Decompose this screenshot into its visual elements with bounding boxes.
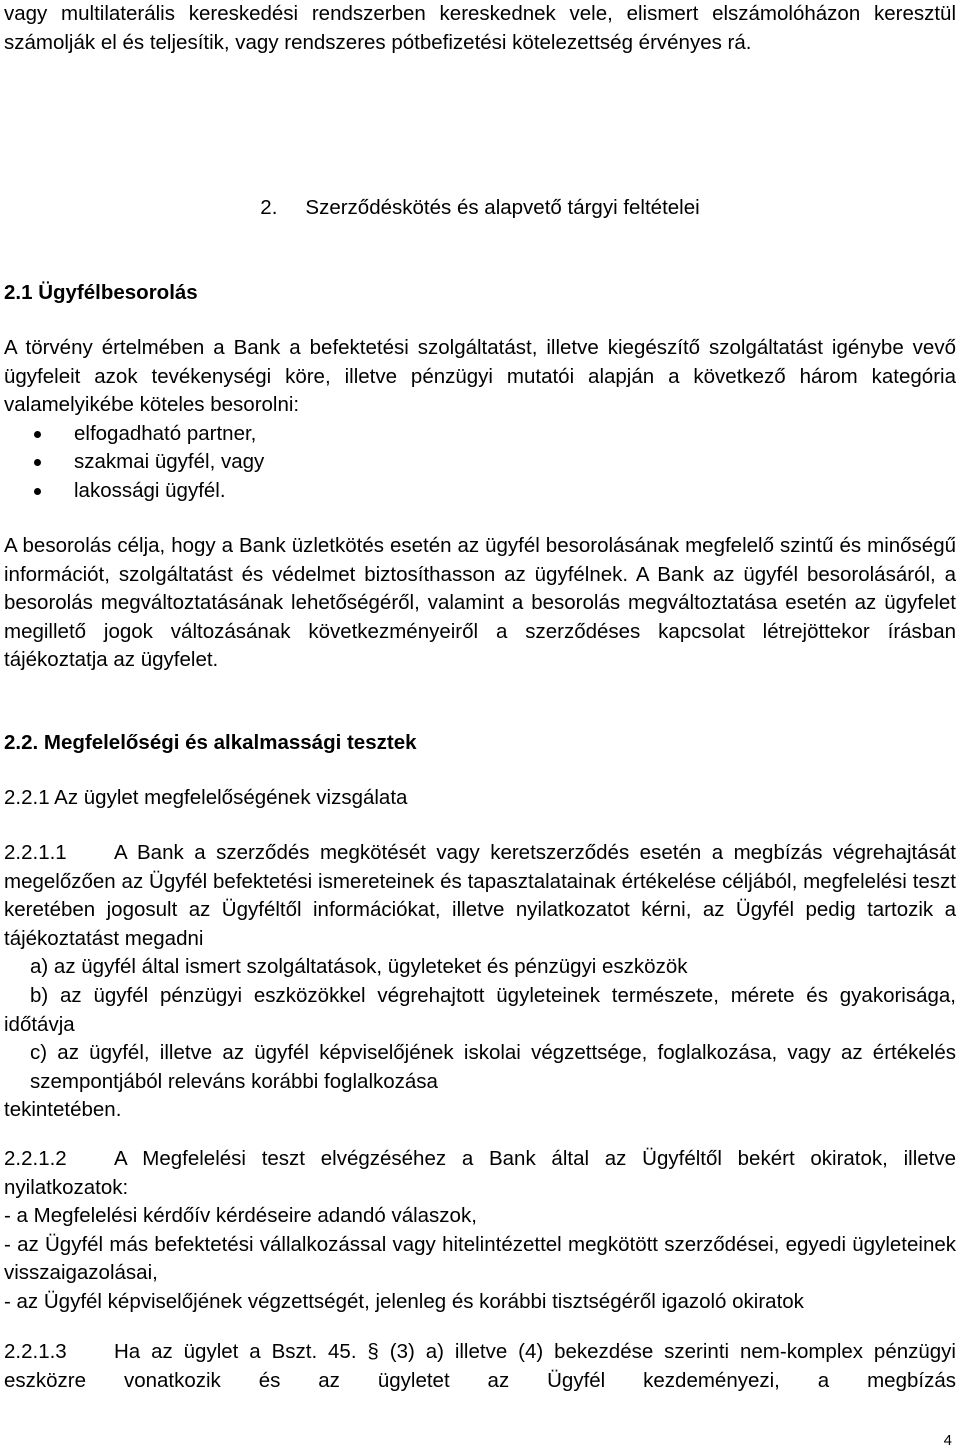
item-closing: tekintetében. — [4, 1098, 122, 1122]
list-item: szakmai ügyfél, vagy — [4, 448, 956, 477]
bullet-icon — [34, 488, 41, 495]
item-2-2-1-1 — [4, 839, 956, 1125]
item-number: 2.2.1.1 — [4, 841, 67, 864]
item-text: A Megfelelési teszt elvégzéséhez a Bank által az Ügyféltől bekért okiratok, illetve nyilatkozatok: — [4, 1147, 956, 1199]
item-2-2-1-2 — [4, 1145, 956, 1317]
section-2-title: Szerződéskötés és alapvető tárgyi feltételei — [305, 196, 700, 219]
list-item: lakossági ügyfél. — [4, 477, 956, 506]
section-2-1-body — [4, 334, 956, 506]
classification-list — [4, 420, 956, 506]
section-2-1-heading: 2.1 Ügyfélbesorolás — [4, 281, 198, 304]
section-2-number: 2. — [260, 196, 278, 219]
section-2-2-heading: 2.2. Megfelelőségi és alkalmassági tesztek — [4, 731, 417, 754]
dash-item: - az Ügyfél képviselőjének végzettségét, jelenleg és korábbi tisztségéről igazoló okiratok — [4, 1289, 804, 1313]
list-item: elfogadható partner, — [4, 420, 956, 449]
dash-item: - a Megfelelési kérdőív kérdéseire adandó válaszok, — [4, 1204, 477, 1228]
sub-item: b) az ügyfél pénzügyi eszközökkel végrehajtott ügyleteinek természete, mérete és gyakorisága, időtávja — [4, 983, 956, 1036]
sub-item: a) az ügyfél által ismert szolgáltatások, ügyleteket és pénzügyi eszközök — [30, 955, 688, 979]
page-number: 4 — [943, 1432, 952, 1449]
intro-paragraph: vagy multilaterális kereskedési rendszerben kereskednek vele, elismert elszámolóházon keresztül számolják el és teljesítik, vagy rendszeres pótbefizetési kötelezettség érvényes rá. — [4, 2, 956, 54]
document-page — [4, 0, 956, 1456]
item-number: 2.2.1.2 — [4, 1147, 67, 1170]
section-2-heading — [4, 194, 956, 223]
item-text: Ha az ügylet a Bszt. 45. § (3) a) illetve (4) bekezdése szerinti nem-komplex pénzügyi eszközre vonatkozik és az ügyletet az Ügyfél kezdeményezi, a megbízás — [4, 1340, 956, 1392]
sub-item: c) az ügyfél, illetve az ügyfél képviselőjének iskolai végzettsége, foglalkozása, vagy az értékelés szempontjából releváns korábbi foglalkozása — [30, 1041, 956, 1093]
section-2-2-1-heading: 2.2.1 Az ügylet megfelelőségének vizsgálata — [4, 786, 408, 809]
dash-item: - az Ügyfél más befektetési vállalkozással vagy hitelintézettel megkötött szerződései, egyedi ügyleteinek visszaigazolásai, — [4, 1232, 956, 1285]
item-number: 2.2.1.3 — [4, 1340, 67, 1363]
bullet-icon — [34, 459, 41, 466]
item-2-2-1-3 — [4, 1338, 956, 1395]
bullet-icon — [34, 431, 41, 438]
classification-paragraph: A törvény értelmében a Bank a befektetési szolgáltatást, illetve kiegészítő szolgáltatást igénybe vevő ügyfeleit azok tevékenységi köre, illetve pénzügyi mutatói alapján a következő három kategória valamelyikébe köteles besorolni: — [4, 336, 956, 417]
classification-purpose-paragraph: A besorolás célja, hogy a Bank üzletkötés esetén az ügyfél besorolásának megfelelő szintű és minőségű információt, szolgáltatást és védelmet biztosíthasson az ügyfélnek. A Bank az ügyfél besorolásáról, a besorolás megváltoztatásának lehetőségéről, valamint a besorolás megváltoztatása esetén az ügyfelet megillető jogok változásának következményeiről a szerződéses kapcsolat létrejöttekor írásban tájékoztatja az ügyfelet. — [4, 534, 956, 672]
item-text: A Bank a szerződés megkötését vagy keretszerződés esetén a megbízás végrehajtását megelőzően az Ügyfél befektetési ismereteinek és tapasztalatainak értékelése céljából, megfelelési teszt keretében jogosult az Ügyféltől információkat, illetve nyilatkozatot kérni, az Ügyfél pedig tartozik a tájékoztatást megadni — [4, 841, 956, 950]
